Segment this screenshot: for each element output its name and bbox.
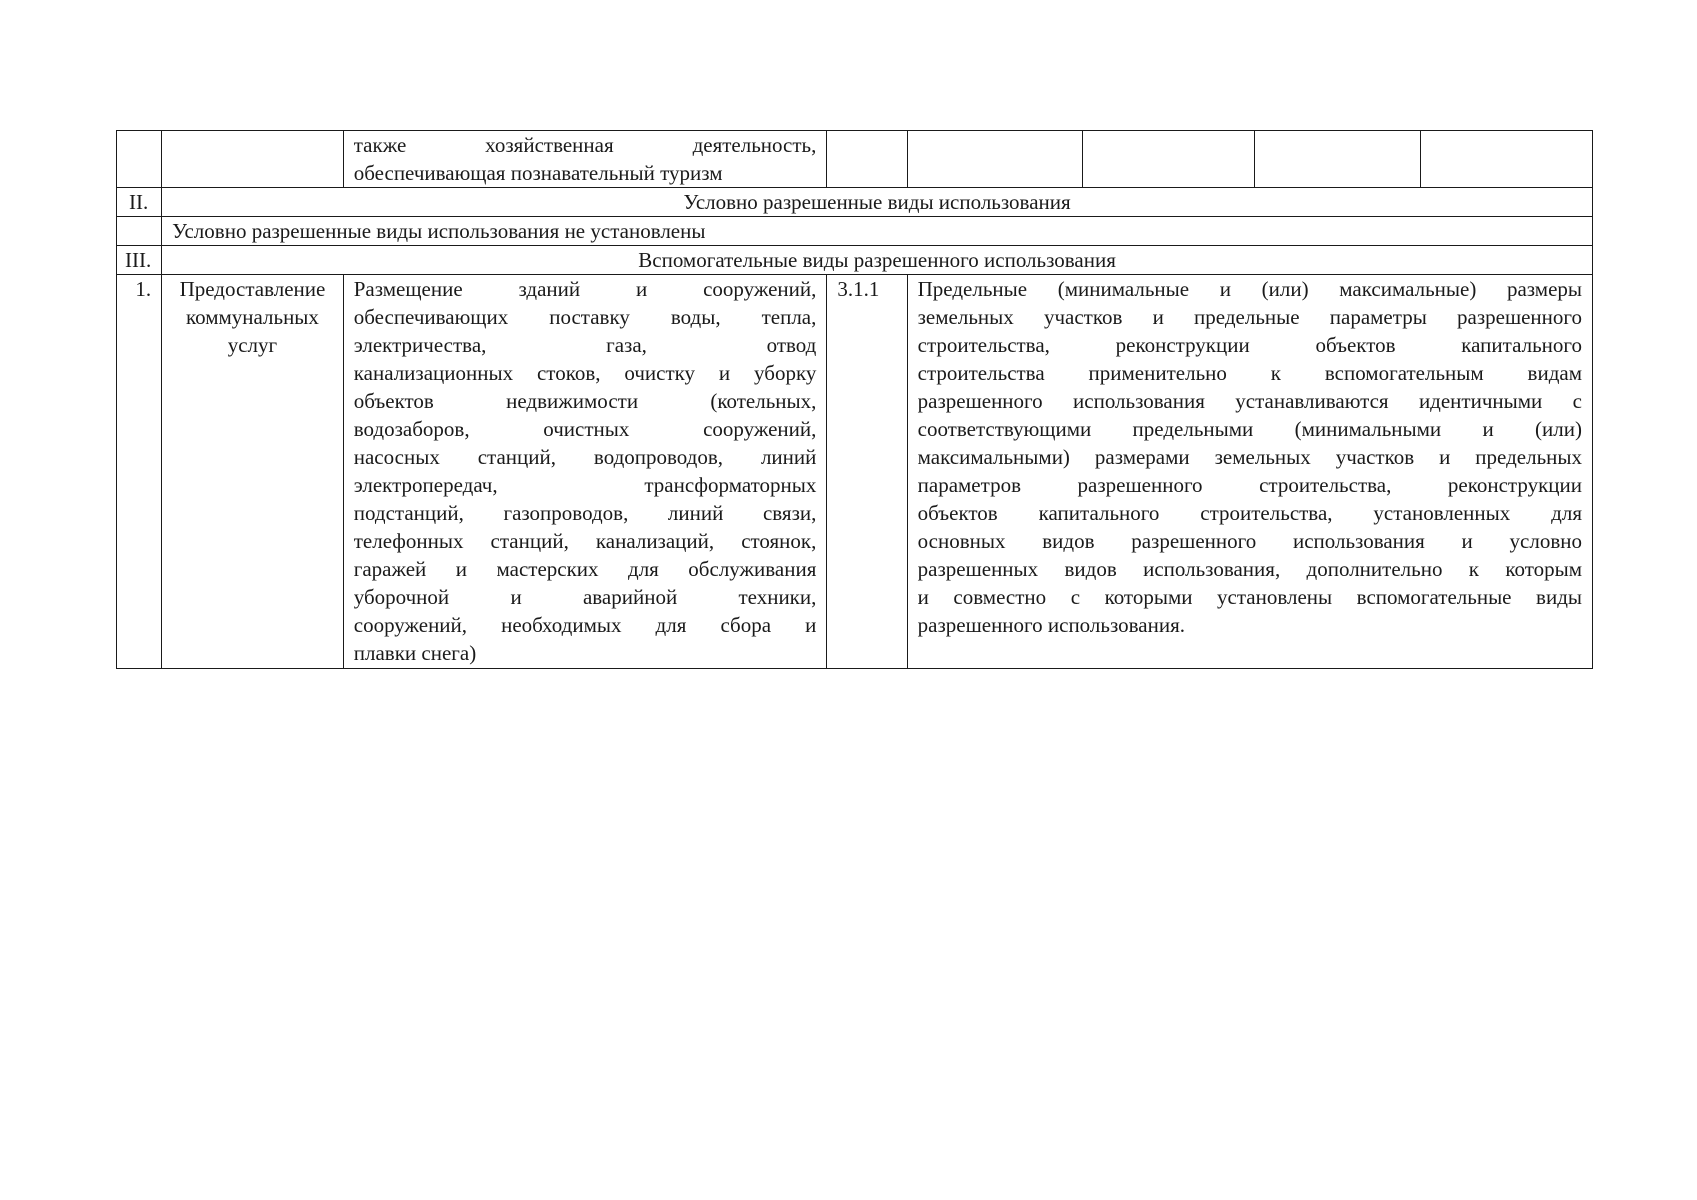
use-description [343, 275, 827, 669]
description-line: сооружений, необходимых для сбора и [353, 613, 817, 637]
parameters-line: объектов капитального строительства, установленных для [917, 501, 1582, 525]
description-line: плавки снега) [353, 641, 477, 665]
description-line: телефонных станций, канализаций, стоянок, [353, 529, 817, 553]
table-row [117, 275, 1593, 669]
parameters-line: земельных участков и предельные параметры разрешенного [917, 305, 1582, 329]
cell-code-empty [827, 131, 907, 188]
parameters-line: разрешенных видов использования, дополнительно к которым [917, 557, 1582, 581]
cell-param-empty [1254, 131, 1421, 188]
section-title: Условно разрешенные виды использования [162, 188, 1593, 217]
section-header-row [117, 188, 1593, 217]
parameters-line: Предельные (минимальные и (или) максимальные) размеры [917, 277, 1582, 301]
cell-name-empty [162, 131, 344, 188]
description-line: электропередач, трансформаторных [353, 473, 817, 497]
cell-param-empty [1083, 131, 1255, 188]
parameters-line: разрешенного использования устанавливаются идентичными с [917, 389, 1582, 413]
description-line: электричества, газа, отвод [353, 333, 817, 357]
section-note: Условно разрешенные виды использования не установлены [162, 217, 1593, 246]
parameters-line: и совместно с которыми установлены вспомогательные виды [917, 585, 1582, 609]
description-line: обеспечивающих поставку воды, тепла, [353, 305, 817, 329]
parameters-line: параметров разрешенного строительства, реконструкции [917, 473, 1582, 497]
section-number: II. [117, 188, 162, 217]
land-use-table [116, 130, 1593, 669]
parameters-line: строительства, реконструкции объектов капитального [917, 333, 1582, 357]
parameters-line: соответствующими предельными (минимальными и (или) [917, 417, 1582, 441]
section-note-row [117, 217, 1593, 246]
cell-number-empty [117, 131, 162, 188]
parameters-line: разрешенного использования. [917, 613, 1185, 637]
cell-description [343, 131, 827, 188]
table-row-continuation [117, 131, 1593, 188]
section-header-row [117, 246, 1593, 275]
parameters-line: строительства применительно к вспомогательным видам [917, 361, 1582, 385]
description-line: водозаборов, очистных сооружений, [353, 417, 817, 441]
classifier-code: 3.1.1 [827, 275, 907, 669]
description-line: подстанций, газопроводов, линий связи, [353, 501, 817, 525]
cell-param-empty [1421, 131, 1593, 188]
description-line: обеспечивающая познавательный туризм [353, 161, 723, 185]
section-number: III. [117, 246, 162, 275]
parameters-line: максимальными) размерами земельных участков и предельных [917, 445, 1582, 469]
description-line: насосных станций, водопроводов, линий [353, 445, 817, 469]
description-line: также хозяйственная деятельность, [353, 133, 817, 157]
description-line: Размещение зданий и сооружений, [353, 277, 817, 301]
description-line: объектов недвижимости (котельных, [353, 389, 817, 413]
description-line: гаражей и мастерских для обслуживания [353, 557, 817, 581]
section-title: Вспомогательные виды разрешенного использования [162, 246, 1593, 275]
description-line: уборочной и аварийной техники, [353, 585, 817, 609]
parameters-line: основных видов разрешенного использования и условно [917, 529, 1582, 553]
row-number: 1. [117, 275, 162, 669]
description-line: канализационных стоков, очистку и уборку [353, 361, 817, 385]
cell-number-empty [117, 217, 162, 246]
use-name-line: услуг [227, 333, 278, 357]
use-name-line: коммунальных [185, 305, 319, 329]
use-name-line: Предоставление [179, 277, 326, 301]
use-name [162, 275, 344, 669]
cell-param-empty [907, 131, 1083, 188]
parameters-text [907, 275, 1592, 669]
